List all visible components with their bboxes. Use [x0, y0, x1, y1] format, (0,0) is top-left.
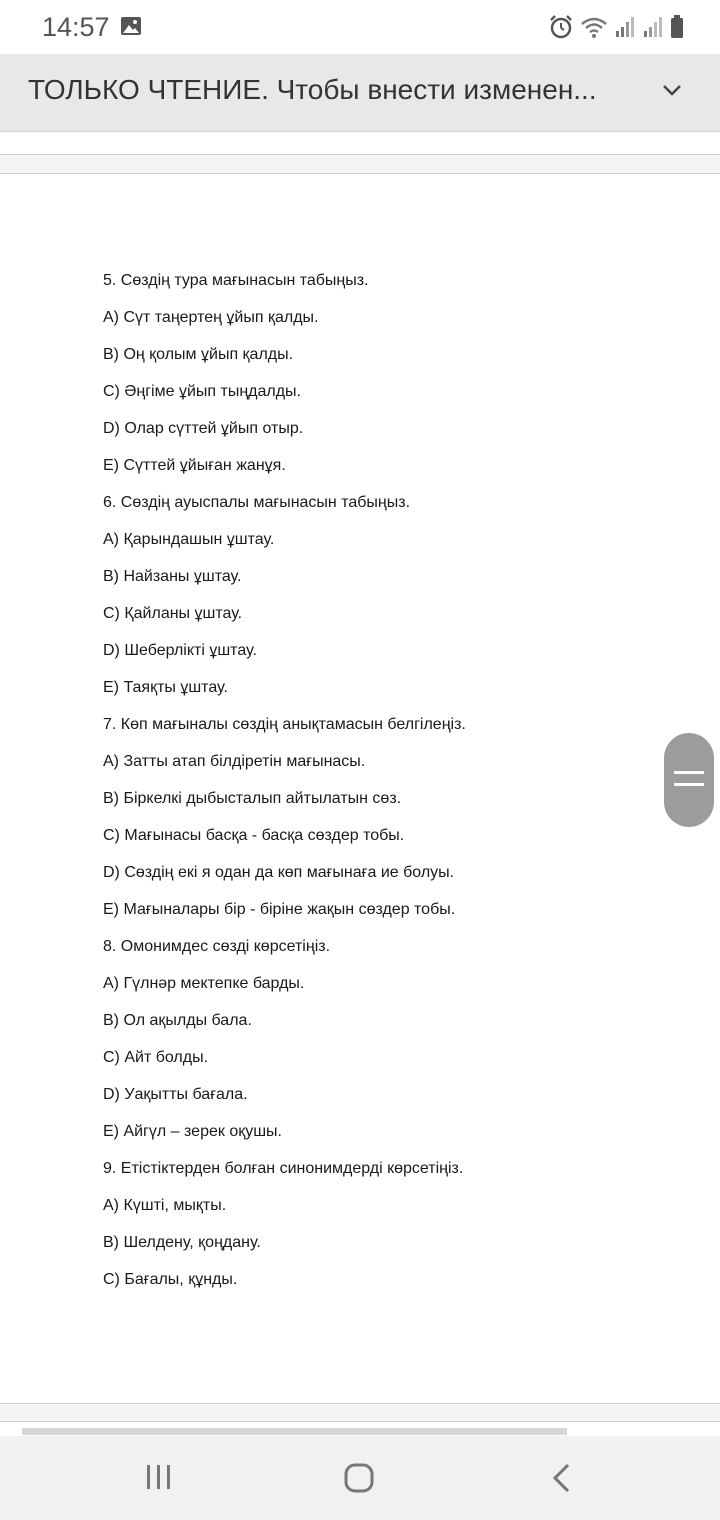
battery-icon [670, 15, 684, 39]
document-line: E) Мағыналары бір - біріне жақын сөздер тобы. [103, 901, 456, 918]
signal-icon [614, 16, 636, 38]
document-line: 7. Көп мағыналы сөздің анықтамасын белгілеңіз. [103, 716, 466, 733]
document-line: C) Мағынасы басқа - басқа сөздер тобы. [103, 827, 405, 844]
document-line: 5. Сөздің тура мағынасын табыңыз. [103, 272, 369, 289]
handle-grip-line [674, 783, 704, 786]
document-line: B) Ол ақылды бала. [103, 1012, 252, 1029]
page-separator [0, 1403, 720, 1422]
document-line: 9. Етістіктерден болған синонимдерді көрсетіңіз. [103, 1160, 464, 1177]
wifi-icon [580, 15, 608, 39]
fast-scroll-handle[interactable] [664, 733, 714, 827]
document-line: D) Уақытты бағала. [103, 1086, 248, 1103]
image-icon [120, 15, 142, 42]
document-text [103, 262, 663, 1298]
page-separator [0, 154, 720, 174]
status-time: 14:57 [42, 12, 110, 42]
document-line: E) Айгүл – зерек оқушы. [103, 1123, 282, 1140]
document-line: D) Шеберлікті ұштау. [103, 642, 257, 659]
home-icon[interactable] [343, 1462, 375, 1499]
document-line: D) Олар сүттей ұйып отыр. [103, 420, 304, 437]
document-line: E) Сүттей ұйыған жанұя. [103, 457, 286, 474]
document-line: A) Күшті, мықты. [103, 1197, 227, 1214]
recents-icon[interactable] [144, 1462, 174, 1497]
document-line: A) Гүлнәр мектепке барды. [103, 975, 305, 992]
signal-icon [642, 16, 664, 38]
handle-grip-line [674, 771, 704, 774]
document-line: B) Шелдену, қоңдану. [103, 1234, 261, 1251]
document-line: D) Сөздің екі я одан да көп мағынаға ие болуы. [103, 864, 455, 881]
status-bar [0, 0, 720, 54]
document-line: C) Қайланы ұштау. [103, 605, 243, 622]
document-line: 8. Омонимдес сөзді көрсетіңіз. [103, 938, 331, 955]
navigation-bar [0, 1436, 720, 1520]
document-line: E) Таяқты ұштау. [103, 679, 228, 696]
document-line: B) Найзаны ұштау. [103, 568, 242, 585]
document-line: A) Сүт таңертең ұйып қалды. [103, 309, 319, 326]
back-icon[interactable] [548, 1462, 574, 1499]
alarm-icon [548, 14, 574, 40]
document-line: 6. Сөздің ауыспалы мағынасын табыңыз. [103, 494, 411, 511]
document-line: A) Қарындашын ұштау. [103, 531, 275, 548]
read-only-banner[interactable] [0, 54, 720, 132]
document-line: C) Бағалы, құнды. [103, 1271, 238, 1288]
document-line: C) Айт болды. [103, 1049, 209, 1066]
chevron-down-icon[interactable] [660, 78, 684, 107]
read-only-title: ТОЛЬКО ЧТЕНИЕ. Чтобы внести изменен... [28, 74, 597, 105]
document-line: C) Әңгіме ұйып тыңдалды. [103, 383, 301, 400]
document-page[interactable] [0, 175, 720, 1403]
document-line: A) Затты атап білдіретін мағынасы. [103, 753, 366, 770]
horizontal-scrollbar[interactable] [22, 1428, 567, 1435]
document-line: B) Біркелкі дыбысталып айтылатын сөз. [103, 790, 402, 807]
document-line: B) Оң қолым ұйып қалды. [103, 346, 294, 363]
